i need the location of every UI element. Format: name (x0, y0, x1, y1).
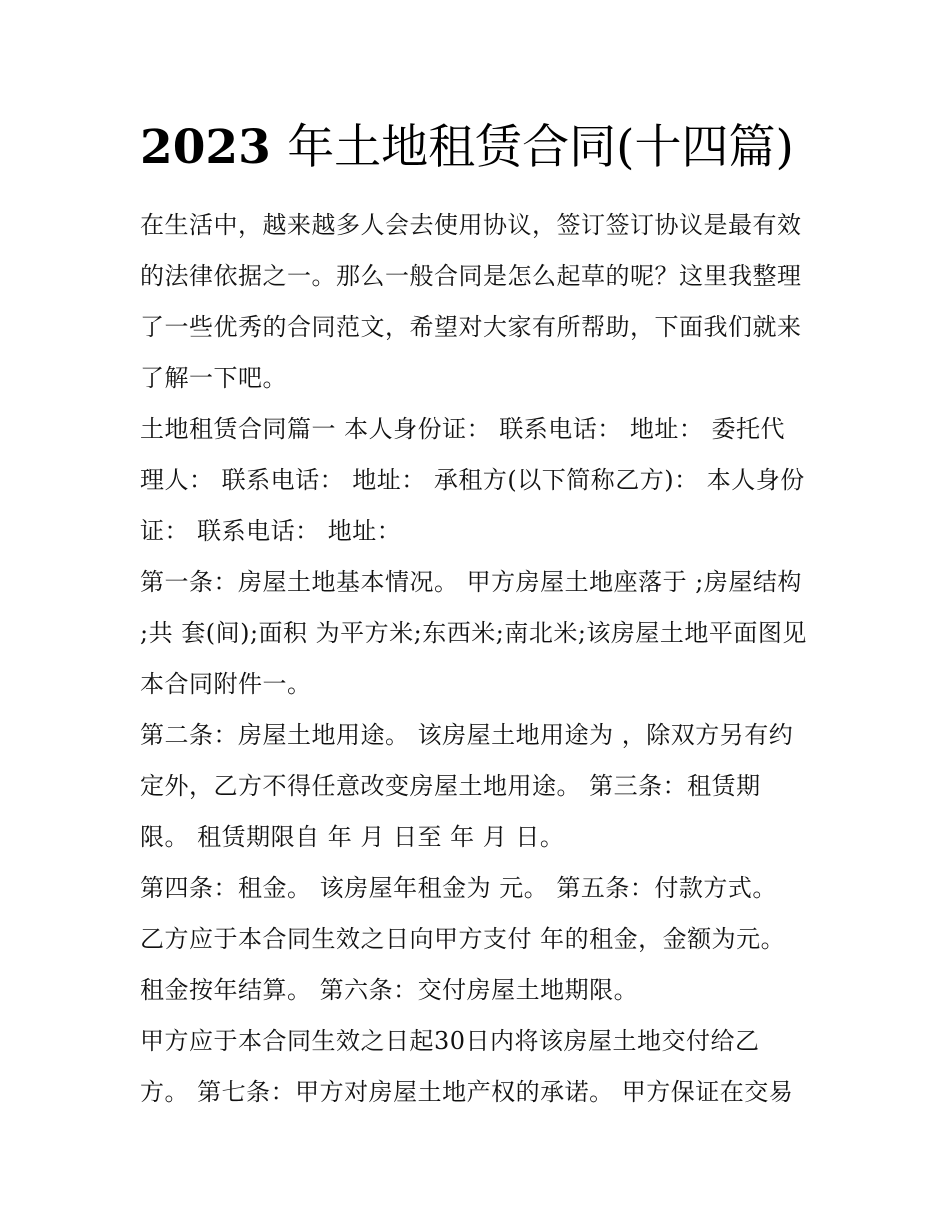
text-line: 在生活中，越来越多人会去使用协议，签订签订协议是最有效 (140, 211, 802, 239)
text-line: 了解一下吧。 (140, 364, 287, 392)
text-line: 定外，乙方不得任意改变房屋土地用途。 第三条：租赁期 (140, 772, 761, 800)
document-body (140, 200, 812, 1118)
title-text: 年土地租赁合同(十四篇) (287, 120, 794, 175)
document-title (140, 118, 840, 178)
text-line: 本合同附件一。 (140, 670, 312, 698)
text-line: 乙方应于本合同生效之日向甲方支付 年的租金，金额为元。 (140, 925, 786, 953)
text-line: 土地租赁合同篇一 本人身份证： 联系电话： 地址： 委托代 (140, 415, 786, 443)
text-line: ;共 套(间);面积 为平方米;东西米;南北米;该房屋土地平面图见 (140, 619, 807, 647)
paragraph-parties (140, 404, 812, 557)
text-line: 第四条：租金。 该房屋年租金为 元。 第五条：付款方式。 (140, 874, 777, 902)
text-line: 了一些优秀的合同范文，希望对大家有所帮助，下面我们就来 (140, 313, 802, 341)
text-line: 甲方应于本合同生效之日起30日内将该房屋土地交付给乙 (140, 1027, 760, 1055)
text-line: 证： 联系电话： 地址： (140, 517, 402, 545)
text-line: 方。 第七条：甲方对房屋土地产权的承诺。 甲方保证在交易 (140, 1078, 794, 1106)
paragraph-article-6-7 (140, 1016, 812, 1118)
text-line: 的法律依据之一。那么一般合同是怎么起草的呢？这里我整理 (140, 262, 802, 290)
title-year: 2023 (140, 120, 271, 175)
text-line: 第二条：房屋土地用途。 该房屋土地用途为 ，除双方另有约 (140, 721, 794, 749)
text-line: 限。 租赁期限自 年 月 日至 年 月 日。 (140, 823, 565, 851)
text-line: 第一条：房屋土地基本情况。 甲方房屋土地座落于 ;房屋结构 (140, 568, 802, 596)
paragraph-intro (140, 200, 812, 404)
paragraph-article-2-3 (140, 710, 812, 863)
paragraph-article-1 (140, 557, 812, 710)
text-line: 租金按年结算。 第六条：交付房屋土地期限。 (140, 976, 639, 1004)
text-line: 理人： 联系电话： 地址： 承租方(以下简称乙方)： 本人身份 (140, 466, 805, 494)
paragraph-article-4-6 (140, 863, 812, 1016)
